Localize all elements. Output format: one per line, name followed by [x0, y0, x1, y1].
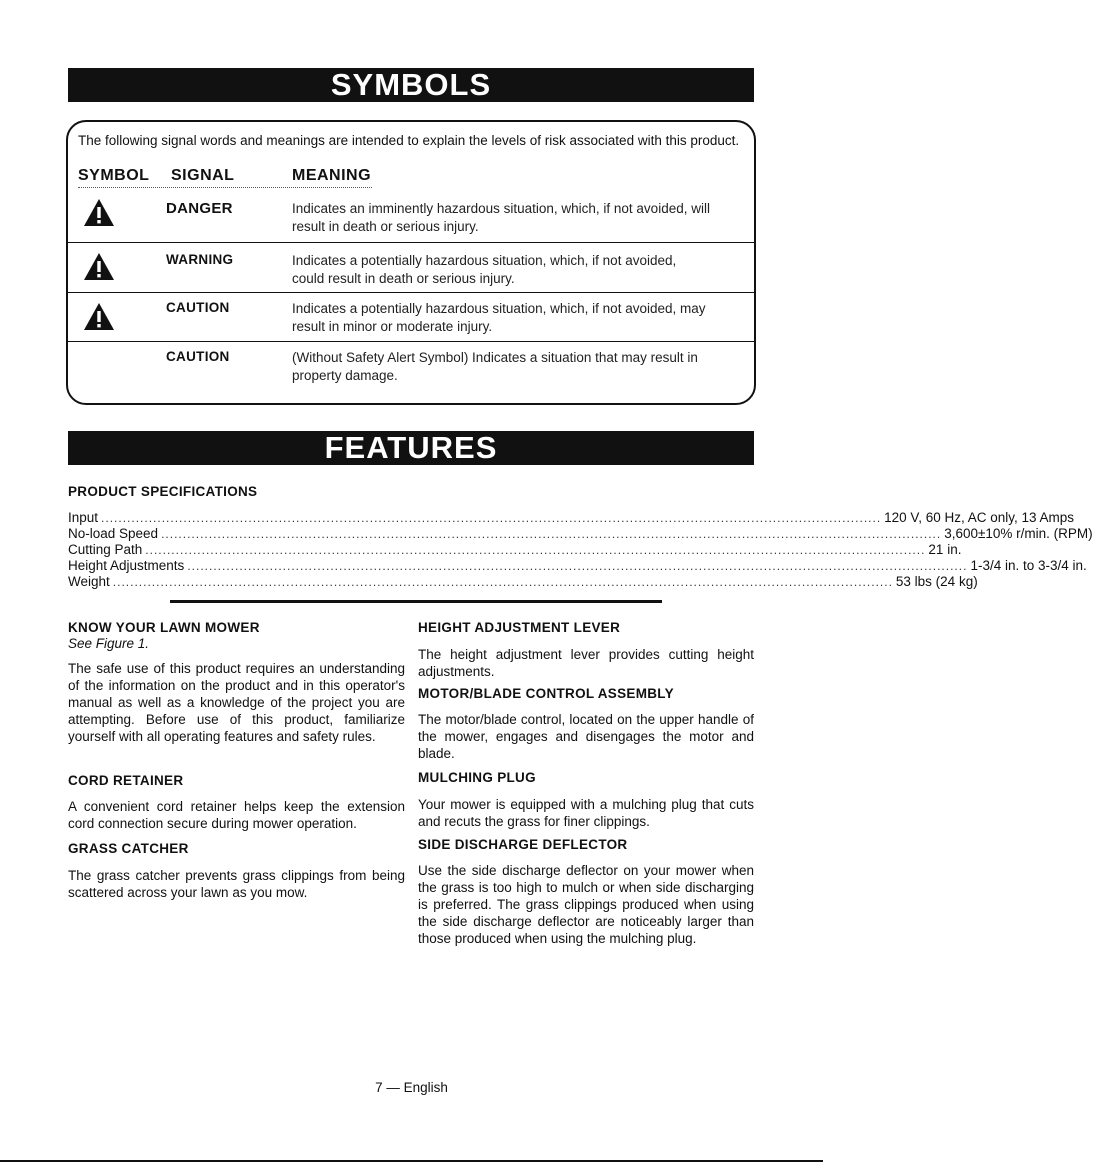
- meaning-caution: Indicates a potentially hazardous situation, which, if not avoided, may result in minor or moderate injury.: [292, 301, 706, 334]
- spec-label: Weight: [68, 574, 110, 589]
- side-discharge-deflector-title: SIDE DISCHARGE DEFLECTOR: [418, 837, 628, 852]
- signal-danger: DANGER: [166, 200, 233, 217]
- symbol-column-header: SYMBOL: [78, 167, 150, 184]
- safety-alert-icon: [83, 252, 115, 281]
- page-footer: 7 — English: [375, 1080, 448, 1095]
- motor-blade-control-text: The motor/blade control, located on the upper handle of the mower, engages and disengages the motor and blade.: [418, 712, 754, 761]
- section-divider: [170, 600, 662, 603]
- cord-retainer-text: A convenient cord retainer helps keep the extension cord connection secure during mower operation.: [68, 799, 405, 831]
- signal-caution-no-symbol: CAUTION: [166, 349, 230, 364]
- know-your-lawn-mower-title: KNOW YOUR LAWN MOWER: [68, 620, 260, 635]
- mulching-plug-title: MULCHING PLUG: [418, 770, 536, 785]
- spec-label: Input: [68, 510, 99, 525]
- features-heading: FEATURES: [68, 431, 754, 465]
- row-divider: [68, 292, 754, 293]
- spec-row: [68, 574, 978, 590]
- height-adjustment-lever-text: The height adjustment lever provides cutting height adjustments.: [418, 647, 754, 679]
- signal-column-header: SIGNAL: [171, 167, 235, 184]
- spec-value: 53 lbs (24 kg): [895, 574, 978, 589]
- spec-value: 120 V, 60 Hz, AC only, 13 Amps: [884, 510, 1075, 525]
- dot-leader: ....................................................................................................................................................................................: [112, 575, 893, 589]
- spec-label: No-load Speed: [68, 526, 159, 541]
- spec-row: [68, 558, 1087, 574]
- spec-value: 1-3/4 in. to 3-3/4 in.: [970, 558, 1087, 573]
- spec-row: [68, 542, 962, 558]
- meaning-caution-no-symbol: (Without Safety Alert Symbol) Indicates a situation that may result in property damage.: [292, 350, 698, 383]
- meaning-warning: Indicates a potentially hazardous situation, which, if not avoided, could result in death or serious injury.: [292, 253, 677, 286]
- signal-warning: WARNING: [166, 252, 234, 267]
- mulching-plug-text: Your mower is equipped with a mulching plug that cuts and recuts the grass for finer clippings.: [418, 797, 754, 829]
- side-discharge-deflector-text: Use the side discharge deflector on your mower when the grass is too high to mulch or when side discharging is preferred. The grass clippings produced when using the side discharge deflector are noticeably larger than those produced when using the mulching plug.: [418, 863, 754, 946]
- spec-value: 3,600±10% r/min. (RPM): [944, 526, 1093, 541]
- meaning-column-header: MEANING: [292, 167, 372, 184]
- dot-leader: ....................................................................................................................................................................................: [145, 543, 926, 557]
- spec-value: 21 in.: [928, 542, 962, 557]
- signal-caution: CAUTION: [166, 300, 230, 315]
- row-divider: [68, 341, 754, 342]
- product-specifications-title: PRODUCT SPECIFICATIONS: [68, 484, 258, 499]
- grass-catcher-text: The grass catcher prevents grass clippings from being scattered across your lawn as you mow.: [68, 868, 405, 900]
- symbols-heading: SYMBOLS: [68, 68, 754, 102]
- cord-retainer-title: CORD RETAINER: [68, 773, 184, 788]
- bottom-rule: [0, 1160, 823, 1162]
- spec-row: [68, 526, 1093, 542]
- meaning-danger: Indicates an imminently hazardous situation, which, if not avoided, will result in death or serious injury.: [292, 201, 710, 234]
- safety-alert-icon: [83, 302, 115, 331]
- safety-alert-icon: [83, 198, 115, 227]
- symbols-intro: The following signal words and meanings are intended to explain the levels of risk associated with this product.: [78, 133, 740, 148]
- row-divider: [68, 242, 754, 243]
- height-adjustment-lever-title: HEIGHT ADJUSTMENT LEVER: [418, 620, 621, 635]
- dot-leader: ....................................................................................................................................................................................: [101, 511, 882, 525]
- spec-row: [68, 510, 1075, 526]
- spec-label: Height Adjustments: [68, 558, 185, 573]
- figure-reference: See Figure 1.: [68, 636, 150, 651]
- header-rule: [78, 187, 372, 188]
- grass-catcher-title: GRASS CATCHER: [68, 841, 189, 856]
- dot-leader: ....................................................................................................................................................................................: [187, 559, 968, 573]
- motor-blade-control-title: MOTOR/BLADE CONTROL ASSEMBLY: [418, 686, 674, 701]
- dot-leader: ....................................................................................................................................................................................: [161, 527, 942, 541]
- spec-label: Cutting Path: [68, 542, 143, 557]
- know-your-lawn-mower-text: The safe use of this product requires an understanding of the information on the product and in this operator's manual as well as a knowledge of the project you are attempting. Before use of this product, familiarize yourself with all operating features and safety rules.: [68, 661, 405, 744]
